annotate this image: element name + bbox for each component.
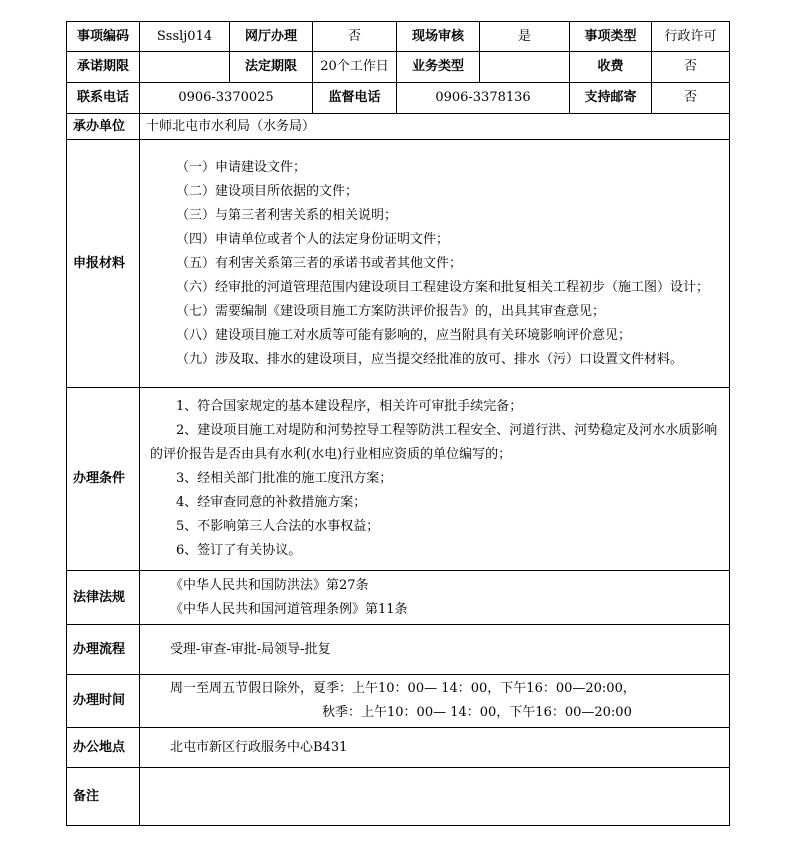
condition-item: 5、不影响第三人合法的水事权益； [176, 519, 380, 534]
condition-item: 4、经审查同意的补救措施方案； [176, 495, 367, 510]
material-item: （九）涉及取、排水的建设项目，应当提交经批准的放可、排水（污）口设置文件材料。 [176, 351, 684, 367]
row-phones [67, 83, 730, 114]
supervise-phone-label: 监督电话 [313, 83, 397, 114]
location-value: 北屯市新区行政服务中心B431 [140, 728, 730, 768]
location-label: 办公地点 [67, 728, 140, 768]
law-item: 《中华人民共和国防洪法》第27条 [170, 577, 369, 593]
phone-label: 联系电话 [67, 83, 140, 114]
phone-value: 0906-3370025 [140, 83, 313, 114]
onsite-label: 现场审核 [397, 22, 480, 52]
fee-label: 收费 [570, 52, 652, 83]
mail-value: 否 [652, 83, 730, 114]
process-value: 受理-审查-审批-局领导-批复 [140, 625, 730, 675]
laws-list [140, 571, 730, 625]
item-code-value: Ssslj014 [140, 22, 230, 52]
row-location [67, 728, 730, 768]
time-line-autumn: 秋季：上午10：00— 14：00，下午16：00—20:00 [322, 705, 632, 720]
row-time [67, 675, 730, 728]
time-line-summer: 周一至周五节假日除外，夏季：上午10：00— 14：00，下午16：00—20:00， [170, 681, 636, 696]
fee-value: 否 [652, 52, 730, 83]
business-type-value [480, 52, 570, 83]
material-item: （二）建设项目所依据的文件； [176, 183, 359, 199]
item-type-label: 事项类型 [570, 22, 652, 52]
row-deadline [67, 52, 730, 83]
promise-value [140, 52, 230, 83]
promise-label: 承诺期限 [67, 52, 140, 83]
item-type-value: 行政许可 [652, 22, 730, 52]
materials-list [140, 140, 730, 388]
item-code-label: 事项编码 [67, 22, 140, 52]
conditions-list [140, 388, 730, 571]
row-process [67, 625, 730, 675]
material-item: （三）与第三者利害关系的相关说明； [176, 207, 398, 223]
remark-label: 备注 [67, 768, 140, 826]
row-remark [67, 768, 730, 826]
business-type-label: 业务类型 [397, 52, 480, 83]
time-value [140, 675, 730, 728]
legal-deadline-value: 20个工作日 [313, 52, 397, 83]
org-value: 十师北屯市水利局（水务局） [140, 114, 730, 140]
row-conditions [67, 388, 730, 571]
time-label: 办理时间 [67, 675, 140, 728]
material-item: （四）申请单位或者个人的法定身份证明文件； [176, 231, 450, 247]
row-materials [67, 140, 730, 388]
supervise-phone-value: 0906-3378136 [397, 83, 570, 114]
laws-label: 法律法规 [67, 571, 140, 625]
row-item-code [67, 22, 730, 52]
material-item: （八）建设项目施工对水质等可能有影响的，应当附具有关环境影响评价意见； [176, 327, 632, 343]
org-label: 承办单位 [67, 114, 140, 140]
legal-deadline-label: 法定期限 [230, 52, 313, 83]
onsite-value: 是 [480, 22, 570, 52]
row-laws [67, 571, 730, 625]
online-value: 否 [313, 22, 397, 52]
law-item: 《中华人民共和国河道管理条例》第11条 [170, 601, 408, 617]
mail-label: 支持邮寄 [570, 83, 652, 114]
row-org [67, 114, 730, 140]
condition-item: 2、建设项目施工对堤防和河势控导工程等防洪工程安全、河道行洪、河势稳定及河水水质影响的评价报告是否由具有水利(水电)行业相应资质的单位编写的； [150, 423, 718, 462]
process-label: 办理流程 [67, 625, 140, 675]
conditions-label: 办理条件 [67, 388, 140, 571]
condition-item: 6、签订了有关协议。 [176, 543, 302, 558]
online-label: 网厅办理 [230, 22, 313, 52]
remark-value [140, 768, 730, 826]
material-item: （一）申请建设文件； [176, 159, 307, 175]
materials-label: 申报材料 [67, 140, 140, 388]
material-item: （六）经审批的河道管理范围内建设项目工程建设方案和批复相关工程初步（施工图）设计； [176, 279, 710, 295]
service-info-table [66, 21, 730, 826]
material-item: （七）需要编制《建设项目施工方案防洪评价报告》的，出具其审查意见； [176, 303, 606, 319]
condition-item: 1、符合国家规定的基本建设程序，相关许可审批手续完备； [176, 399, 523, 414]
condition-item: 3、经相关部门批准的施工度汛方案； [176, 471, 393, 486]
material-item: （五）有利害关系第三者的承诺书或者其他文件； [176, 255, 463, 271]
